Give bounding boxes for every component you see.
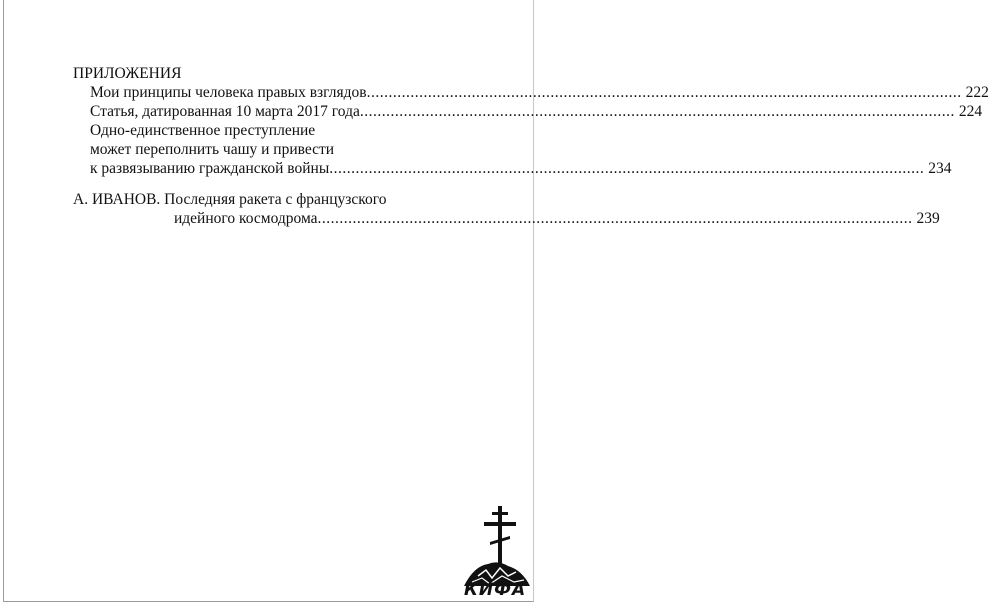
leader-dots: ........................................................................................................................................ (317, 210, 913, 227)
toc-entry-line: Одно-единственное преступление (90, 122, 316, 139)
toc-author-line: А. ИВАНОВ. Последняя ракета с французского (73, 191, 387, 208)
spacer (73, 178, 473, 190)
toc-entry-line: может переполнить чашу и привести (90, 141, 335, 158)
toc-entry (73, 83, 989, 102)
toc-author-entry (73, 190, 940, 228)
toc-entry-page: 224 (958, 103, 983, 120)
toc-entry-page: 239 (916, 210, 940, 227)
toc-entry-line (90, 83, 989, 102)
section-title: ПРИЛОЖЕНИЯ (73, 65, 182, 82)
toc-entry-title: Статья, датированная 10 марта 2017 года (90, 103, 360, 120)
toc-entry-title: идейного космодрома (174, 210, 318, 227)
toc-entry (73, 121, 952, 178)
toc-entry-page: 234 (928, 160, 952, 177)
toc-entry-line (90, 102, 983, 121)
toc-entry-title: к развязыванию гражданской войны (90, 160, 330, 177)
toc-entry-title: Мои принципы человека правых взглядов (90, 84, 367, 101)
leader-dots: ........................................................................................................................................ (359, 103, 955, 120)
toc-entry (73, 102, 983, 121)
publisher-logo-text: КИФА (464, 580, 527, 600)
toc-entry-line (73, 209, 940, 228)
toc-entry-page: 222 (965, 84, 989, 101)
table-of-contents (73, 64, 989, 228)
toc-entry-line (90, 159, 952, 178)
leader-dots: ........................................................................................................................................ (366, 84, 962, 101)
leader-dots: ........................................................................................................................................ (329, 160, 925, 177)
